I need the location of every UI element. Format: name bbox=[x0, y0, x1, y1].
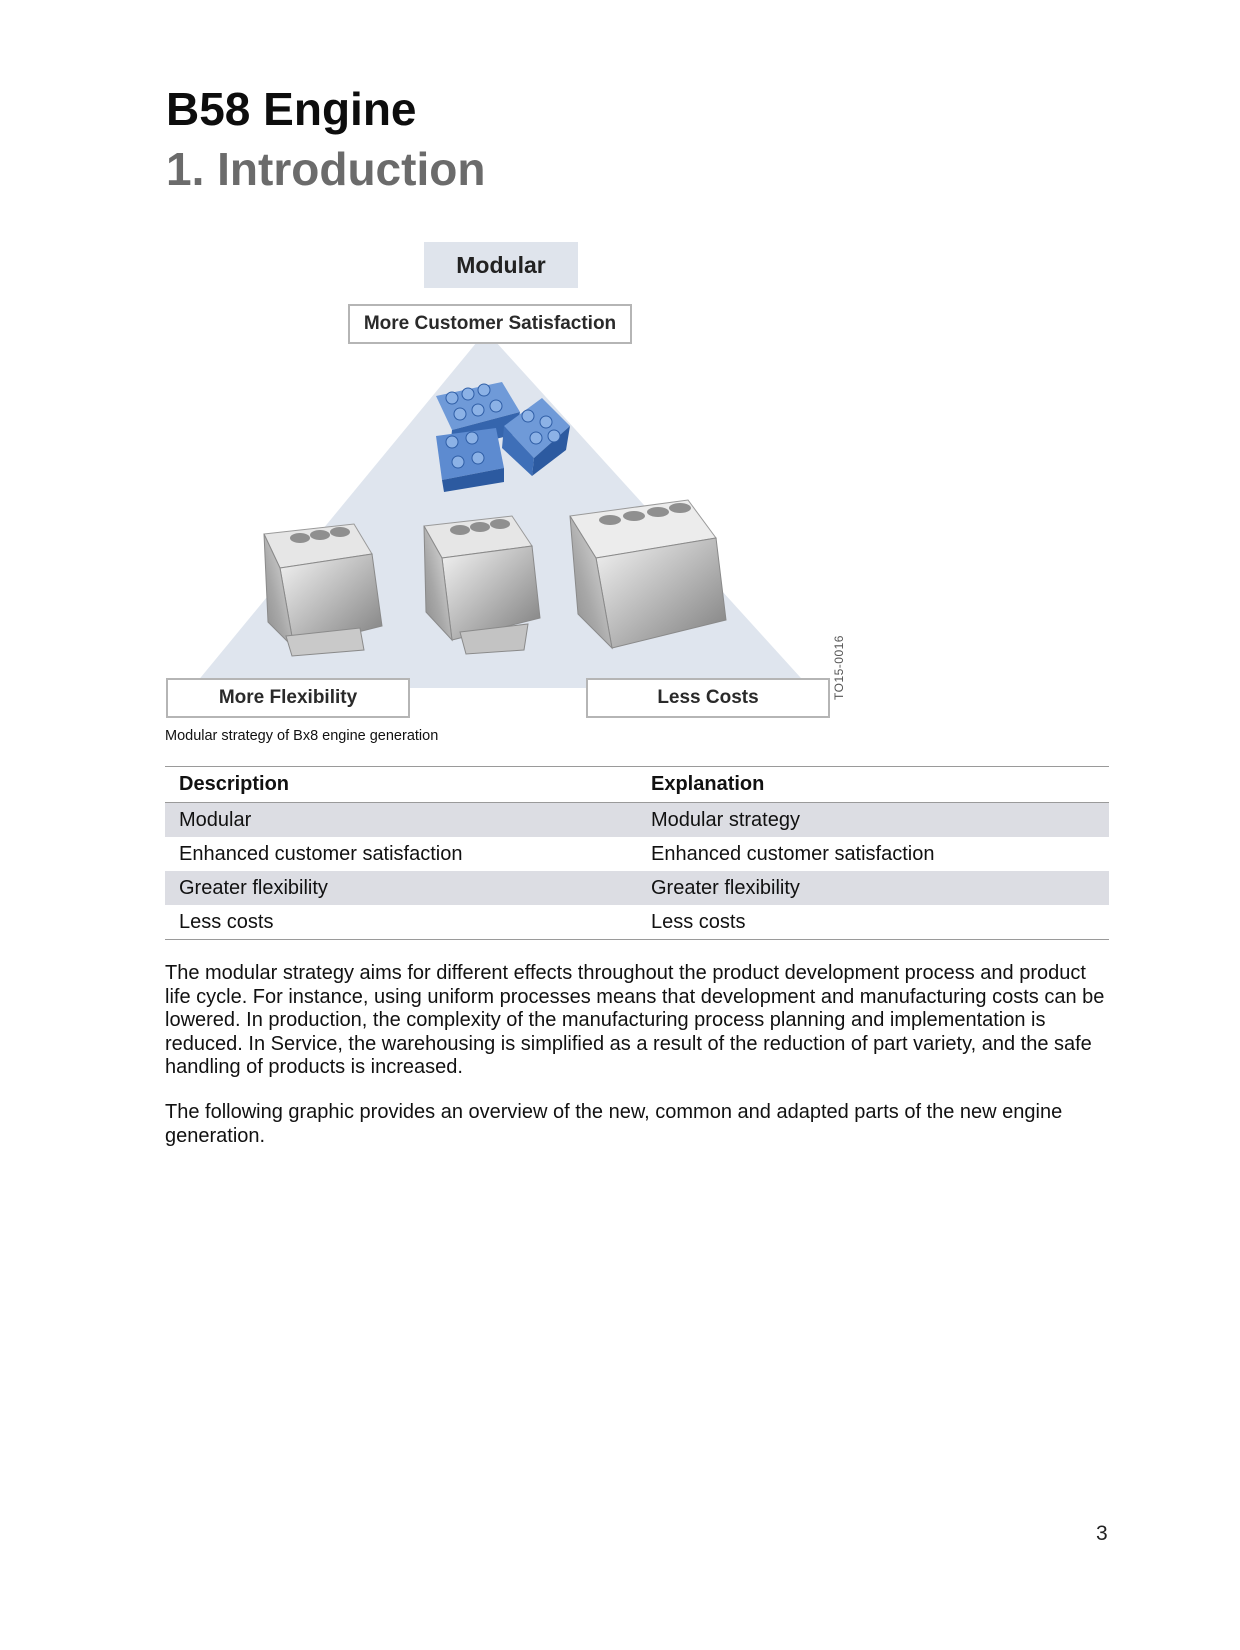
table-cell: Less costs bbox=[165, 905, 637, 940]
body-paragraph: The following graphic provides an overview of the new, common and adapted parts of the new engine generation. bbox=[165, 1101, 1063, 1147]
modular-label: Modular bbox=[424, 242, 578, 288]
apex-label: More Customer Satisfaction bbox=[348, 304, 632, 344]
table-cell: Less costs bbox=[637, 905, 1109, 940]
table-cell: Enhanced customer satisfaction bbox=[651, 842, 935, 865]
table-header-row bbox=[165, 767, 1109, 803]
column-header: Explanation bbox=[637, 767, 1109, 803]
table-row bbox=[165, 803, 1109, 838]
figure-caption: Modular strategy of Bx8 engine generation bbox=[165, 728, 439, 744]
table-row bbox=[165, 871, 1109, 905]
table-cell: Modular strategy bbox=[637, 803, 1109, 838]
table-cell: Modular bbox=[165, 803, 637, 838]
left-label: More Flexibility bbox=[166, 678, 410, 718]
table-cell: Greater flexibility bbox=[165, 871, 637, 905]
modular-strategy-figure bbox=[160, 236, 880, 726]
table-cell: Greater flexibility bbox=[637, 871, 1109, 905]
page-number: 3 bbox=[1096, 1522, 1108, 1545]
column-header: Description bbox=[165, 767, 637, 803]
table-row bbox=[165, 837, 1109, 871]
description-table bbox=[165, 766, 1109, 940]
table-cell: Enhanced customer satisfaction bbox=[179, 842, 463, 865]
engine-block-icon bbox=[570, 500, 726, 648]
page-title: B58 Engine bbox=[166, 83, 417, 135]
body-paragraph: The modular strategy aims for different effects throughout the product development process and product life cycle. For instance, using uniform processes means that development and manufacturing costs can be lowered. In production, the complexity of the manufacturing process planning and implementation is reduced. In Service, the warehousing is simplified as a result of the reduction of part variety, and the safe handling of products is increased. bbox=[165, 962, 1105, 1078]
table-row bbox=[165, 905, 1109, 940]
figure-code: TO15-0016 bbox=[832, 635, 846, 700]
section-title: 1. Introduction bbox=[166, 143, 486, 195]
right-label: Less Costs bbox=[586, 678, 830, 718]
